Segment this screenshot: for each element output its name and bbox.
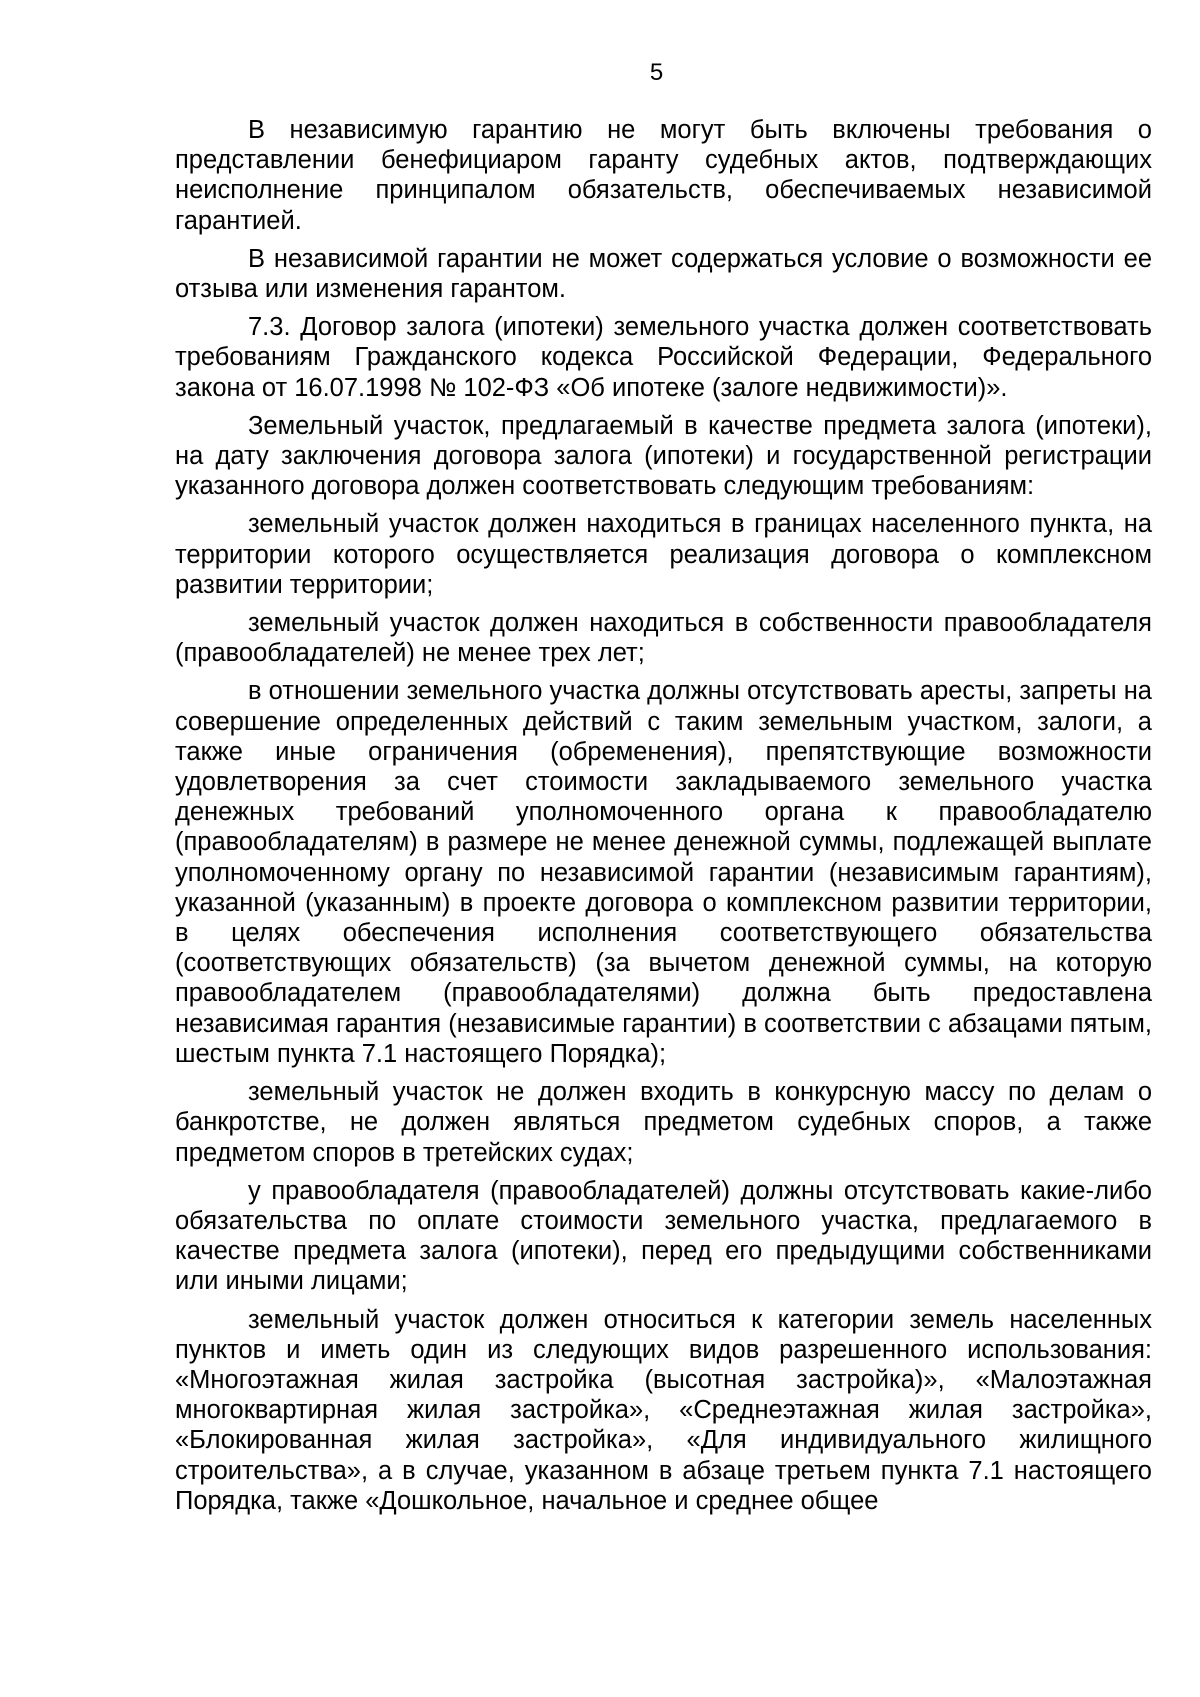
paragraph-requirement-locality: земельный участок должен находиться в границах населенного пункта, на территории которого осуществляется реализация договора о комплексном развитии территории;	[175, 510, 1152, 599]
paragraph-requirement-land-category: земельный участок должен относиться к категории земель населенных пунктов и иметь один из следующих видов разрешенного использования: «Многоэтажная жилая застройка (высотная застройка)», «Малоэтажная многоквартирная жилая застройка», «Среднеэтажная жилая застройка», «Блокированная жилая застройка», «Для индивидуального жилищного строительства», а в случае, указанном в абзаце третьем пункта 7.1 настоящего Порядка, также «Дошкольное, начальное и среднее общее	[175, 1305, 1152, 1515]
paragraph-requirement-ownership-term: земельный участок должен находиться в собственности правообладателя (правообладателей) не менее трех лет;	[175, 609, 1152, 668]
page-number: 5	[649, 59, 664, 86]
document-body	[175, 115, 1152, 1524]
paragraph-requirement-no-bankruptcy: земельный участок не должен входить в конкурсную массу по делам о банкротстве, не должен являться предметом судебных споров, а также предметом споров в третейских судах;	[175, 1078, 1152, 1167]
paragraph-requirement-no-payment-obligations: у правообладателя (правообладателей) должны отсутствовать какие-либо обязательства по оплате стоимости земельного участка, предлагаемого в качестве предмета залога (ипотеки), перед его предыдущими собственниками или иными лицами;	[175, 1176, 1152, 1296]
paragraph-7-3-pledge-agreement: 7.3. Договор залога (ипотеки) земельного участка должен соответствовать требованиям Гражданского кодекса Российской Федерации, Федерального закона от 16.07.1998 № 102-ФЗ «Об ипотеке (залоге недвижимости)».	[175, 313, 1152, 402]
paragraph-guarantee-court-acts: В независимую гарантию не могут быть включены требования о представлении бенефициаром гаранту судебных актов, подтверждающих неисполнение принципалом обязательств, обеспечиваемых независимой гарантией.	[175, 116, 1152, 235]
paragraph-land-requirements-intro: Земельный участок, предлагаемый в качестве предмета залога (ипотеки), на дату заключения договора залога (ипотеки) и государственной регистрации указанного договора должен соответствовать следующим требованиям:	[175, 411, 1152, 501]
paragraph-guarantee-revocation: В независимой гарантии не может содержаться условие о возможности ее отзыва или изменения гарантом.	[175, 244, 1152, 304]
paragraph-requirement-no-encumbrances: в отношении земельного участка должны отсутствовать аресты, запреты на совершение определенных действий с таким земельным участком, залоги, а также иные ограничения (обременения), препятствующие возможности удовлетворения за счет стоимости закладываемого земельного участка денежных требований уполномоченного органа к правообладателю (правообладателям) в размере не менее денежной суммы, подлежащей выплате уполномоченному органу по независимой гарантии (независимым гарантиям), указанной (указанным) в проекте договора о комплексном развитии территории, в целях обеспечения исполнения соответствующего обязательства (соответствующих обязательств) (за вычетом денежной суммы, на которую правообладателем (правообладателями) должна быть предоставлена независимая гарантия (независимые гарантии) в соответствии с абзацами пятым, шестым пункта 7.1 настоящего Порядка);	[175, 677, 1152, 1068]
